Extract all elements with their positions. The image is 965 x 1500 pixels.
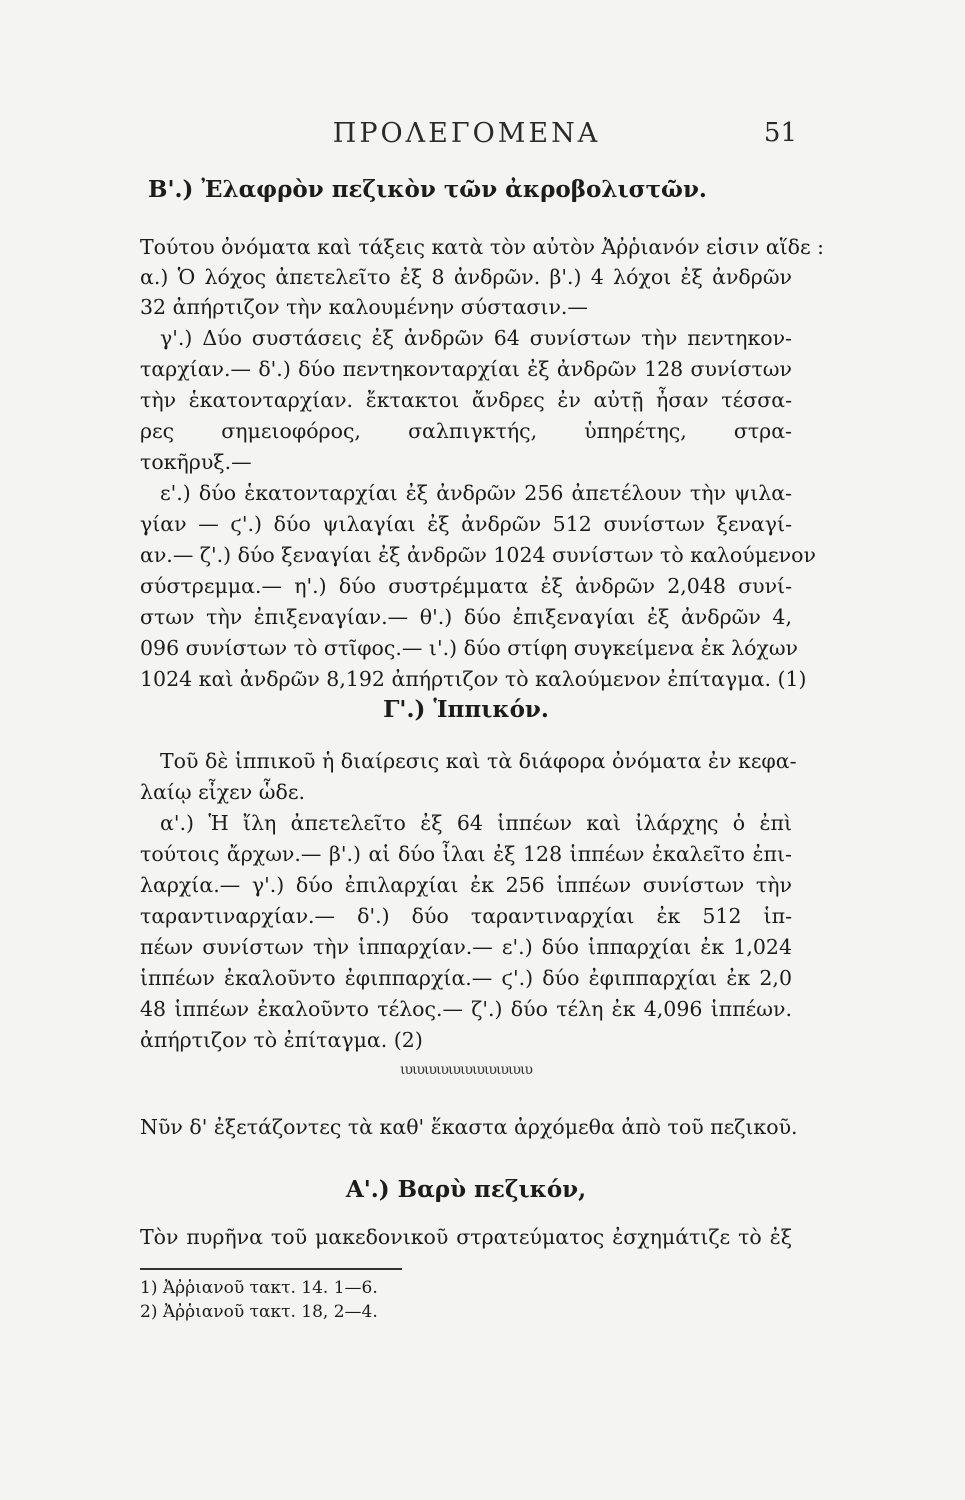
section-g: [140, 696, 792, 723]
paragraph-line: γ'.) Δύο συστάσεις ἐξ ἀνδρῶν 64 συνίστων τὴν πεντηκον-: [160, 326, 792, 350]
paragraph-line: πέων συνίστων τὴν ἱππαρχίαν.— ε'.) δύο ἱππαρχίαι ἐκ 1,024: [140, 935, 792, 959]
paragraph-line: ἀπήρτιζον τὸ ἐπίταγμα. (2): [140, 1028, 423, 1052]
paragraph-line: λαρχία.— γ'.) δύο ἐπιλαρχίαι ἐκ 256 ἱππέων συνίστων τὴν: [140, 873, 792, 897]
paragraph-line: τούτοις ἄρχων.— β'.) αἱ δύο ἶλαι ἐξ 128 ἱππέων ἐκαλεῖτο ἐπι-: [140, 842, 792, 866]
paragraph-line: λαίῳ εἶχεν ὧδε.: [140, 780, 305, 804]
section-a-heading: Α'.) Βαρὺ πεζικόν,: [345, 1176, 587, 1203]
section-b: [140, 176, 792, 203]
running-title: ΠΡΟΛΕΓΟΜΕΝΑ: [332, 118, 601, 149]
paragraph-line: α'.) Ἡ ἴλη ἀπετελεῖτο ἐξ 64 ἱππέων καὶ ἰλάρχης ὁ ἐπὶ: [160, 811, 792, 835]
section-b-heading: Β'.) Ἐλαφρὸν πεζικὸν τῶν ἀκροβολιστῶν.: [148, 176, 707, 203]
paragraph-line: τὴν ἑκατονταρχίαν. ἔκτακτοι ἄνδρες ἐν αὐτῇ ἦσαν τέσσα-: [140, 388, 792, 412]
paragraph-line: αν.— ζ'.) δύο ξεναγίαι ἐξ ἀνδρῶν 1024 συνίστων τὸ καλούμενον: [140, 543, 816, 567]
section-a: [140, 1176, 792, 1203]
paragraph-line: Τὸν πυρῆνα τοῦ μακεδονικοῦ στρατεύματος ἐσχημάτιζε τὸ ἐξ: [140, 1225, 792, 1249]
paragraph-line: α.) Ὁ λόχος ἀπετελεῖτο ἐξ 8 ἀνδρῶν. β'.) 4 λόχοι ἐξ ἀνδρῶν: [140, 265, 792, 289]
paragraph-line: γίαν — ϛ'.) δύο ψιλαγίαι ἐξ ἀνδρῶν 512 συνίστων ξεναγί-: [140, 512, 792, 536]
footnote-rule: [140, 1268, 402, 1270]
paragraph-line: ρες σημειοφόρος, σαλπιγκτής, ὑπηρέτης, στρα-: [140, 419, 792, 443]
paragraph-line: ε'.) δύο ἑκατονταρχίαι ἐξ ἀνδρῶν 256 ἀπετέλουν τὴν ψιλα-: [160, 481, 792, 505]
paragraph-line: Τούτου ὀνόματα καὶ τάξεις κατὰ τὸν αὐτὸν Ἀῤῥιανόν εἰσιν αἵδε :: [140, 235, 824, 259]
paragraph-line: σύστρεμμα.— η'.) δύο συστρέμματα ἐξ ἀνδρῶν 2,048 συνί-: [140, 574, 792, 598]
paragraph-line: ἱππέων ἐκαλοῦντο ἐφιππαρχία.— ϛ'.) δύο ἐφιππαρχίαι ἐκ 2,0: [140, 966, 792, 990]
paragraph-line: Τοῦ δὲ ἱππικοῦ ἡ διαίρεσις καὶ τὰ διάφορα ὀνόματα ἐν κεφα-: [160, 749, 797, 773]
paragraph-line: ταραντιναρχίαν.— δ'.) δύο ταραντιναρχίαι ἐκ 512 ἱπ-: [140, 904, 792, 928]
paragraph-line: 48 ἱππέων ἐκαλοῦντο τέλος.— ζ'.) δύο τέλη ἐκ 4,096 ἱππέων.: [140, 997, 792, 1021]
page-number: 51: [763, 118, 797, 148]
section-g-heading: Γ'.) Ἱππικόν.: [383, 696, 549, 723]
page-header: [140, 118, 797, 154]
paragraph-line: 32 ἀπήρτιζον τὴν καλουμένην σύστασιν.—: [140, 295, 588, 319]
footnote-1: 1) Ἀῤῥιανοῦ τακτ. 14. 1—6.: [140, 1278, 378, 1298]
paragraph-line: ταρχίαν.— δ'.) δύο πεντηκονταρχίαι ἐξ ἀνδρῶν 128 συνίστων: [140, 357, 792, 381]
decorative-ornament: ιυιυιυιυιυιυιυιυιυιυιυ: [400, 1062, 532, 1078]
transition-line: Νῦν δ' ἐξετάζοντες τὰ καθ' ἕκαστα ἀρχόμεθα ἀπὸ τοῦ πεζικοῦ.: [140, 1115, 798, 1139]
paragraph-line: 096 συνίστων τὸ στῖφος.— ι'.) δύο στίφη συγκείμενα ἐκ λόχων: [140, 636, 799, 660]
paragraph-line: 1024 καὶ ἀνδρῶν 8,192 ἀπήρτιζον τὸ καλούμενον ἐπίταγμα. (1): [140, 667, 807, 691]
paragraph-line: τοκῆρυξ.—: [140, 450, 252, 474]
footnote-2: 2) Ἀῤῥιανοῦ τακτ. 18, 2—4.: [140, 1302, 378, 1322]
paragraph-line: στων τὴν ἐπιξεναγίαν.— θ'.) δύο ἐπιξεναγίαι ἐξ ἀνδρῶν 4,: [140, 605, 792, 629]
